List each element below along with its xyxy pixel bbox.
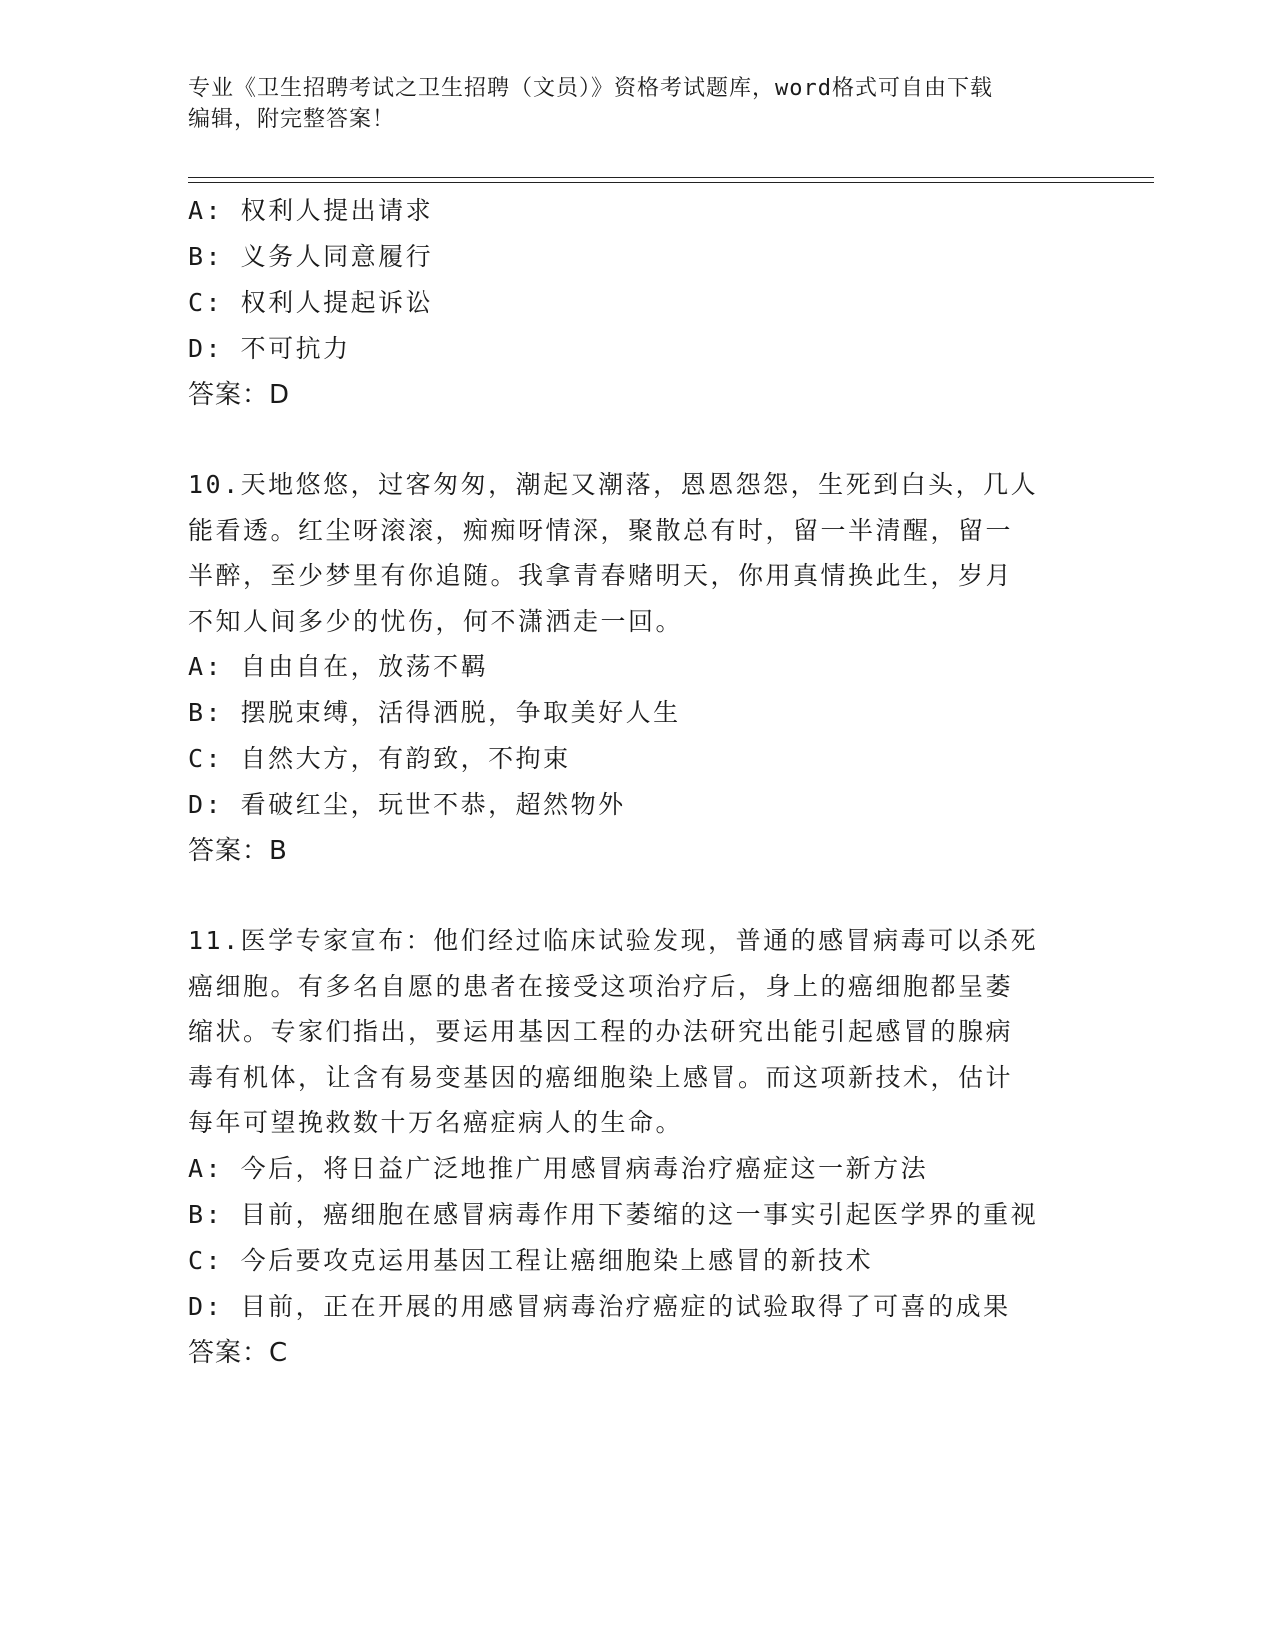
- option-a: A: 今后，将日益广泛地推广用感冒病毒治疗癌症这一新方法: [188, 1153, 929, 1183]
- option-a: A: 自由自在，放荡不羁: [188, 652, 489, 681]
- answer: 答案：B: [188, 836, 288, 866]
- option-d: D: 目前，正在开展的用感冒病毒治疗癌症的试验取得了可喜的成果: [188, 1291, 1011, 1321]
- question-content: [188, 188, 1088, 1376]
- stem-line: 10.天地悠悠，过客匆匆，潮起又潮落，恩恩怨怨，生死到白头，几人: [188, 470, 1039, 499]
- option-b: B: 目前，癌细胞在感冒病毒作用下萎缩的这一事实引起医学界的重视: [188, 1199, 1039, 1229]
- header-line-1: 专业《卫生招聘考试之卫生招聘（文员）》资格考试题库，word格式可自由下载: [188, 76, 993, 101]
- question-10: [188, 462, 1088, 874]
- question-stem: [188, 918, 1088, 1146]
- stem-line: 11.医学专家宣布：他们经过临床试验发现，普通的感冒病毒可以杀死: [188, 926, 1039, 955]
- stem-line: 半醉，至少梦里有你追随。我拿青春赌明天，你用真情换此生，岁月: [188, 561, 1014, 590]
- question-9: [188, 188, 1088, 418]
- stem-line: 缩状。专家们指出，要运用基因工程的办法研究出能引起感冒的腺病: [188, 1017, 1014, 1046]
- option-b: B: 义务人同意履行: [188, 242, 434, 271]
- option-c: C: 权利人提起诉讼: [188, 288, 434, 317]
- stem-line: 每年可望挽救数十万名癌症病人的生命。: [188, 1108, 684, 1137]
- stem-line: 毒有机体，让含有易变基因的癌细胞染上感冒。而这项新技术，估计: [188, 1062, 1014, 1092]
- header-divider-top: [188, 177, 1154, 178]
- answer: 答案：D: [188, 380, 291, 410]
- option-d: D: 看破红尘，玩世不恭，超然物外: [188, 790, 626, 819]
- header-line-2: 编辑，附完整答案！: [188, 107, 396, 132]
- document-header: [188, 73, 1088, 135]
- option-d: D: 不可抗力: [188, 334, 351, 363]
- spacer: [188, 418, 1088, 462]
- spacer: [188, 874, 1088, 918]
- answer: 答案：C: [188, 1337, 289, 1368]
- stem-line: 不知人间多少的忧伤，何不潇洒走一回。: [188, 606, 684, 636]
- question-stem: [188, 462, 1088, 644]
- header-divider-bottom: [188, 182, 1154, 183]
- option-b: B: 摆脱束缚，活得洒脱，争取美好人生: [188, 698, 681, 727]
- option-c: C: 今后要攻克运用基因工程让癌细胞染上感冒的新技术: [188, 1245, 874, 1275]
- option-c: C: 自然大方，有韵致，不拘束: [188, 744, 571, 773]
- stem-line: 癌细胞。有多名自愿的患者在接受这项治疗后，身上的癌细胞都呈萎: [188, 971, 1014, 1001]
- stem-line: 能看透。红尘呀滚滚，痴痴呀情深，聚散总有时，留一半清醒，留一: [188, 515, 1014, 545]
- option-a: A: 权利人提出请求: [188, 196, 434, 225]
- question-11: [188, 918, 1088, 1376]
